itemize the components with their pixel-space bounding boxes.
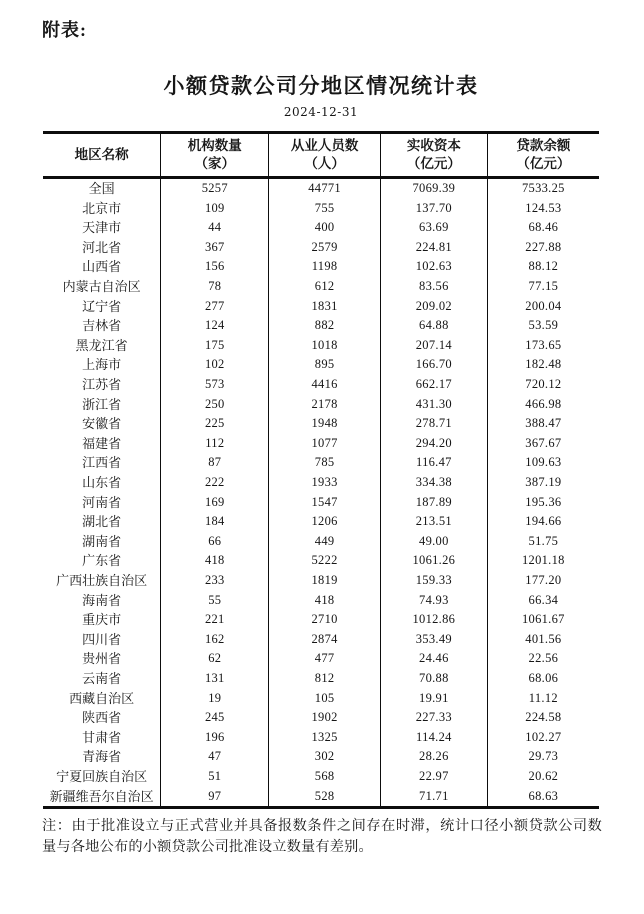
value-cell: 102.27 <box>487 728 599 748</box>
value-cell: 66 <box>161 532 269 552</box>
footnote: 注：由于批准设立与正式营业并具备报数条件之间存在时滞，统计口径小额贷款公司数量与各地公布的小额贷款公司批准设立数量有差别。 <box>42 818 602 855</box>
value-cell: 131 <box>161 669 269 689</box>
region-name-cell: 云南省 <box>82 670 122 686</box>
table-row <box>43 532 599 552</box>
value-cell: 116.47 <box>380 453 487 473</box>
table-row <box>43 708 599 728</box>
value-cell: 449 <box>269 532 381 552</box>
table-row <box>43 257 599 277</box>
region-name-cell: 上海市 <box>82 357 122 373</box>
region-name-cell: 全国 <box>88 181 115 197</box>
value-cell: 2710 <box>269 610 381 630</box>
value-cell: 97 <box>161 787 269 808</box>
value-cell: 124 <box>161 316 269 336</box>
value-cell: 19 <box>161 689 269 709</box>
value-cell: 1902 <box>269 708 381 728</box>
region-name-cell: 黑龙江省 <box>75 337 128 353</box>
value-cell: 169 <box>161 493 269 513</box>
value-cell: 1061.67 <box>487 610 599 630</box>
region-name-cell: 山东省 <box>82 475 122 490</box>
value-cell: 62 <box>161 649 269 669</box>
region-name-cell: 青海省 <box>82 749 122 765</box>
region-name-cell: 福建省 <box>82 435 122 451</box>
value-cell: 367.67 <box>487 434 599 454</box>
value-cell: 112 <box>161 434 269 454</box>
value-cell: 137.70 <box>380 199 487 219</box>
value-cell: 222 <box>161 473 269 493</box>
value-cell: 400 <box>269 218 381 238</box>
value-cell: 250 <box>161 395 269 415</box>
value-cell: 7533.25 <box>487 178 599 199</box>
region-name-cell: 湖南省 <box>82 533 122 549</box>
value-cell: 88.12 <box>487 257 599 277</box>
value-cell: 83.56 <box>380 277 487 297</box>
table-row <box>43 787 599 808</box>
value-cell: 1948 <box>269 414 381 434</box>
value-cell: 177.20 <box>487 571 599 591</box>
value-cell: 55 <box>161 591 269 611</box>
value-cell: 573 <box>161 375 269 395</box>
value-cell: 662.17 <box>380 375 487 395</box>
appendix-label: 附表: <box>42 20 87 40</box>
region-name-cell: 江西省 <box>82 455 122 471</box>
region-name-cell: 江苏省 <box>82 377 122 393</box>
col-header-unit: （亿元） <box>516 155 571 171</box>
value-cell: 209.02 <box>380 297 487 317</box>
value-cell: 194.66 <box>487 512 599 532</box>
table-row <box>43 316 599 336</box>
value-cell: 418 <box>161 551 269 571</box>
value-cell: 156 <box>161 257 269 277</box>
value-cell: 102.63 <box>380 257 487 277</box>
value-cell: 22.97 <box>380 767 487 787</box>
table-row <box>43 375 599 395</box>
region-name-cell: 安徽省 <box>82 416 122 432</box>
region-name-cell: 宁夏回族自治区 <box>56 768 148 784</box>
table-row <box>43 551 599 571</box>
value-cell: 1201.18 <box>487 551 599 571</box>
value-cell: 187.89 <box>380 493 487 513</box>
value-cell: 70.88 <box>380 669 487 689</box>
table-row <box>43 473 599 493</box>
value-cell: 28.26 <box>380 747 487 767</box>
value-cell: 213.51 <box>380 512 487 532</box>
value-cell: 225 <box>161 414 269 434</box>
value-cell: 1831 <box>269 297 381 317</box>
col-header-employees <box>269 133 381 178</box>
value-cell: 51 <box>161 767 269 787</box>
col-header-label: 贷款余额 <box>516 138 571 153</box>
value-cell: 882 <box>269 316 381 336</box>
value-cell: 387.19 <box>487 473 599 493</box>
table-row <box>43 218 599 238</box>
value-cell: 812 <box>269 669 381 689</box>
table-row <box>43 238 599 258</box>
table-row <box>43 453 599 473</box>
value-cell: 51.75 <box>487 532 599 552</box>
value-cell: 109.63 <box>487 453 599 473</box>
value-cell: 755 <box>269 199 381 219</box>
report-date: 2024-12-31 <box>283 105 359 119</box>
table-row <box>43 199 599 219</box>
value-cell: 68.46 <box>487 218 599 238</box>
value-cell: 227.33 <box>380 708 487 728</box>
region-name-cell: 内蒙古自治区 <box>62 279 141 295</box>
value-cell: 24.46 <box>380 649 487 669</box>
col-header-label: 从业人员数 <box>290 138 359 153</box>
value-cell: 175 <box>161 336 269 356</box>
region-name-cell: 吉林省 <box>82 318 122 334</box>
value-cell: 612 <box>269 277 381 297</box>
value-cell: 11.12 <box>487 689 599 709</box>
value-cell: 105 <box>269 689 381 709</box>
value-cell: 353.49 <box>380 630 487 650</box>
value-cell: 568 <box>269 767 381 787</box>
value-cell: 233 <box>161 571 269 591</box>
value-cell: 78 <box>161 277 269 297</box>
value-cell: 5222 <box>269 551 381 571</box>
region-name-cell: 浙江省 <box>82 396 122 412</box>
value-cell: 227.88 <box>487 238 599 258</box>
value-cell: 173.65 <box>487 336 599 356</box>
table-row <box>43 355 599 375</box>
col-header-label: 实收资本 <box>406 138 461 153</box>
value-cell: 466.98 <box>487 395 599 415</box>
table-row <box>43 767 599 787</box>
value-cell: 49.00 <box>380 532 487 552</box>
value-cell: 302 <box>269 747 381 767</box>
table-row <box>43 728 599 748</box>
value-cell: 1198 <box>269 257 381 277</box>
table-row <box>43 277 599 297</box>
table-row <box>43 669 599 689</box>
value-cell: 166.70 <box>380 355 487 375</box>
value-cell: 184 <box>161 512 269 532</box>
region-name-cell: 河南省 <box>82 494 122 510</box>
value-cell: 895 <box>269 355 381 375</box>
value-cell: 124.53 <box>487 199 599 219</box>
value-cell: 63.69 <box>380 218 487 238</box>
header-row <box>43 133 599 178</box>
table-row <box>43 630 599 650</box>
value-cell: 720.12 <box>487 375 599 395</box>
region-name-cell: 新疆维吾尔自治区 <box>49 788 154 804</box>
value-cell: 4416 <box>269 375 381 395</box>
value-cell: 1547 <box>269 493 381 513</box>
value-cell: 64.88 <box>380 316 487 336</box>
value-cell: 207.14 <box>380 336 487 356</box>
table-row <box>43 649 599 669</box>
region-name-cell: 陕西省 <box>82 710 122 726</box>
value-cell: 785 <box>269 453 381 473</box>
table-row <box>43 434 599 454</box>
region-name-cell: 北京市 <box>82 200 122 216</box>
value-cell: 87 <box>161 453 269 473</box>
col-header-paid-in-capital <box>380 133 487 178</box>
table-row <box>43 414 599 434</box>
value-cell: 334.38 <box>380 473 487 493</box>
value-cell: 66.34 <box>487 591 599 611</box>
value-cell: 1077 <box>269 434 381 454</box>
col-header-label: 地区名称 <box>74 146 129 162</box>
value-cell: 1018 <box>269 336 381 356</box>
region-name-cell: 四川省 <box>82 631 122 647</box>
value-cell: 2579 <box>269 238 381 258</box>
region-name-cell: 天津市 <box>82 220 122 236</box>
value-cell: 418 <box>269 591 381 611</box>
col-header-institutions <box>161 133 269 178</box>
col-header-label: 机构数量 <box>187 138 242 153</box>
value-cell: 200.04 <box>487 297 599 317</box>
region-name-cell: 贵州省 <box>82 651 122 667</box>
value-cell: 431.30 <box>380 395 487 415</box>
value-cell: 71.71 <box>380 787 487 808</box>
value-cell: 294.20 <box>380 434 487 454</box>
value-cell: 278.71 <box>380 414 487 434</box>
table-row <box>43 512 599 532</box>
region-stats-table <box>43 131 599 809</box>
table-row <box>43 395 599 415</box>
col-header-unit: （亿元） <box>406 155 461 171</box>
value-cell: 221 <box>161 610 269 630</box>
region-name-cell: 海南省 <box>82 592 122 608</box>
region-name-cell: 河北省 <box>82 239 122 255</box>
value-cell: 29.73 <box>487 747 599 767</box>
value-cell: 114.24 <box>380 728 487 748</box>
value-cell: 5257 <box>161 178 269 199</box>
value-cell: 1206 <box>269 512 381 532</box>
region-name-cell: 广西壮族自治区 <box>56 572 148 588</box>
value-cell: 224.81 <box>380 238 487 258</box>
value-cell: 277 <box>161 297 269 317</box>
value-cell: 68.06 <box>487 669 599 689</box>
region-name-cell: 西藏自治区 <box>69 690 135 706</box>
value-cell: 367 <box>161 238 269 258</box>
page-title: 小额贷款公司分地区情况统计表 <box>163 74 479 98</box>
value-cell: 1819 <box>269 571 381 591</box>
value-cell: 528 <box>269 787 381 808</box>
table-row <box>43 747 599 767</box>
table-row <box>43 610 599 630</box>
value-cell: 44 <box>161 218 269 238</box>
value-cell: 2874 <box>269 630 381 650</box>
value-cell: 388.47 <box>487 414 599 434</box>
region-name-cell: 甘肃省 <box>82 729 122 745</box>
value-cell: 477 <box>269 649 381 669</box>
region-name-cell: 湖北省 <box>82 514 122 530</box>
col-header-unit: （人） <box>304 155 345 171</box>
value-cell: 44771 <box>269 178 381 199</box>
table-row <box>43 571 599 591</box>
value-cell: 159.33 <box>380 571 487 591</box>
value-cell: 1012.86 <box>380 610 487 630</box>
value-cell: 109 <box>161 199 269 219</box>
col-header-region <box>43 133 161 178</box>
value-cell: 19.91 <box>380 689 487 709</box>
value-cell: 7069.39 <box>380 178 487 199</box>
value-cell: 196 <box>161 728 269 748</box>
table-row <box>43 297 599 317</box>
value-cell: 224.58 <box>487 708 599 728</box>
table-row <box>43 591 599 611</box>
value-cell: 401.56 <box>487 630 599 650</box>
table-row <box>43 689 599 709</box>
region-name-cell: 重庆市 <box>82 612 122 628</box>
region-name-cell: 广东省 <box>82 553 122 569</box>
value-cell: 47 <box>161 747 269 767</box>
table-row <box>43 178 599 199</box>
value-cell: 53.59 <box>487 316 599 336</box>
table-row <box>43 493 599 513</box>
table-body <box>43 178 599 808</box>
value-cell: 20.62 <box>487 767 599 787</box>
value-cell: 102 <box>161 355 269 375</box>
value-cell: 77.15 <box>487 277 599 297</box>
value-cell: 22.56 <box>487 649 599 669</box>
value-cell: 2178 <box>269 395 381 415</box>
value-cell: 74.93 <box>380 591 487 611</box>
value-cell: 182.48 <box>487 355 599 375</box>
col-header-unit: （家） <box>194 155 236 171</box>
table-row <box>43 336 599 356</box>
col-header-loan-balance <box>487 133 599 178</box>
region-name-cell: 辽宁省 <box>82 298 122 314</box>
region-name-cell: 山西省 <box>82 259 122 275</box>
value-cell: 195.36 <box>487 493 599 513</box>
value-cell: 1933 <box>269 473 381 493</box>
value-cell: 245 <box>161 708 269 728</box>
value-cell: 162 <box>161 630 269 650</box>
table-header <box>43 133 599 178</box>
value-cell: 1061.26 <box>380 551 487 571</box>
value-cell: 1325 <box>269 728 381 748</box>
value-cell: 68.63 <box>487 787 599 808</box>
